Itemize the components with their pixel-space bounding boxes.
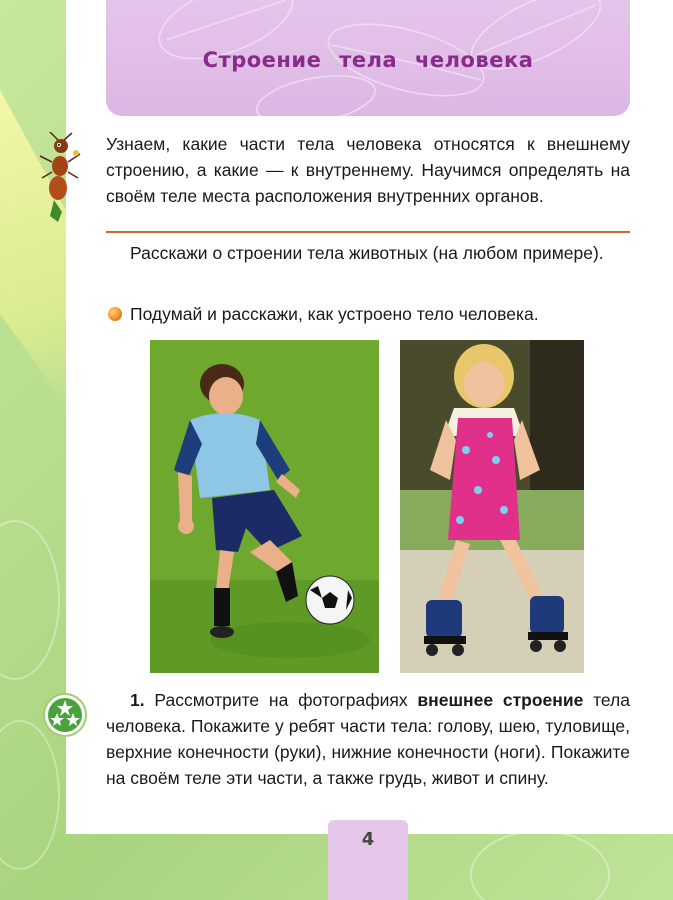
- question-animals: Расскажи о строении тела животных (на любом примере).: [130, 243, 604, 263]
- title-banner: [106, 0, 630, 116]
- task-number: 1.: [130, 690, 145, 710]
- photo-boy-football: [150, 340, 379, 673]
- task-bold-term: внешнее строение: [417, 690, 584, 710]
- section-divider: [106, 231, 630, 233]
- three-stars-icon: [43, 693, 87, 737]
- photo-girl-rollerskates: [400, 340, 584, 673]
- task-text-start: Рассмотрите на фотографиях: [144, 690, 418, 710]
- page-title: Строение тела человека: [202, 48, 534, 72]
- girl-illustration: [400, 340, 584, 673]
- task-1-paragraph: [106, 687, 630, 791]
- boy-illustration: [150, 340, 379, 673]
- page-number: 4: [361, 829, 375, 850]
- intro-paragraph: Узнаем, какие части тела человека относятся к внешнему строению, а какие — к внутреннему. Научимся определять на своём теле места расположения внутренних органов.: [106, 134, 630, 206]
- question-human-body: Подумай и расскажи, как устроено тело человека.: [130, 304, 539, 324]
- task-text-end: тела человека. Покажите у ребят части тела: голову, шею, туловище, верхние конечности (руки), нижние конечности (ноги). Покажите на своём теле эти части, а также грудь, живот и спину.: [106, 690, 630, 788]
- ant-mascot-icon: [36, 132, 84, 224]
